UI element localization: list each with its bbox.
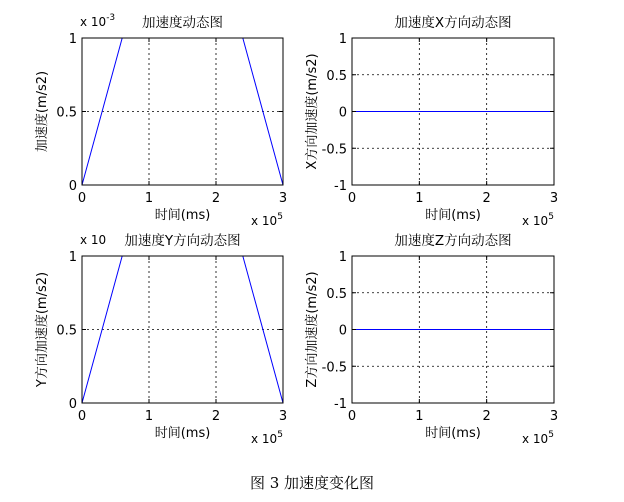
- y-axis-label: X方向加速度(m/s2): [305, 53, 320, 170]
- y-exponent: x 10: [80, 233, 107, 247]
- y-tick-label: -0.5: [321, 360, 347, 376]
- y-exponent: x $10^{-3}$: [80, 13, 116, 29]
- x-tick-label: 0: [77, 409, 87, 424]
- chart-title: 加速度Z方向动态图: [394, 233, 512, 249]
- x-tick-label: 3: [278, 191, 288, 206]
- y-tick-label: 0: [338, 323, 347, 339]
- x-tick-label: 2: [211, 409, 221, 424]
- x-tick-label: 0: [77, 191, 87, 206]
- x-axis-label: 时间(ms): [154, 208, 211, 223]
- x-tick-label: 3: [549, 191, 559, 206]
- x-tick-label: 1: [415, 191, 424, 206]
- y-tick-label: 0: [68, 397, 77, 412]
- x-exponent: x $10^5$: [251, 430, 283, 446]
- x-tick-label: 0: [347, 409, 357, 424]
- y-axis-label: Y方向加速度(m/s2): [35, 271, 50, 388]
- x-exponent: x $10^5$: [522, 212, 554, 228]
- chart-3: [34, 232, 287, 446]
- x-exponent: x $10^5$: [251, 212, 283, 228]
- y-tick-label: -0.5: [321, 142, 347, 158]
- y-axis-label: 加速度(m/s2): [35, 70, 50, 153]
- x-axis-label: 时间(ms): [154, 426, 211, 441]
- y-axis-label: Z方向加速度(m/s2): [305, 271, 320, 388]
- y-tick-label: 1: [68, 250, 77, 265]
- x-tick-label: 2: [211, 191, 221, 206]
- x-axis-label: 时间(ms): [425, 426, 481, 441]
- x-tick-label: 2: [482, 191, 491, 206]
- x-exponent: x $10^5$: [522, 430, 554, 446]
- chart-4: [304, 232, 558, 446]
- y-tick-label: 1: [338, 250, 347, 265]
- chart-2: [304, 14, 558, 228]
- x-tick-label: 1: [144, 191, 154, 206]
- chart-title: 加速度X方向动态图: [394, 15, 512, 31]
- chart-1: [34, 13, 287, 228]
- chart-title: 加速度动态图: [142, 15, 223, 31]
- x-tick-label: 3: [549, 409, 559, 424]
- y-tick-label: 0.5: [56, 105, 77, 121]
- chart-title: 加速度Y方向动态图: [124, 233, 241, 249]
- x-tick-label: 1: [144, 409, 154, 424]
- y-tick-label: 0: [338, 105, 347, 121]
- y-tick-label: 0.5: [326, 68, 347, 84]
- x-tick-label: 3: [278, 409, 288, 424]
- y-tick-label: 0.5: [326, 286, 347, 302]
- y-tick-label: 0: [68, 179, 77, 194]
- x-tick-label: 0: [347, 191, 357, 206]
- y-tick-label: -1: [334, 397, 347, 412]
- y-tick-label: 1: [338, 32, 347, 47]
- x-tick-label: 2: [482, 409, 491, 424]
- y-tick-label: 1: [68, 32, 77, 47]
- y-tick-label: -1: [334, 179, 347, 194]
- y-tick-label: 0.5: [56, 323, 77, 339]
- x-axis-label: 时间(ms): [425, 208, 481, 223]
- x-tick-label: 1: [415, 409, 424, 424]
- figure-caption: 图 3 加速度变化图: [249, 474, 375, 492]
